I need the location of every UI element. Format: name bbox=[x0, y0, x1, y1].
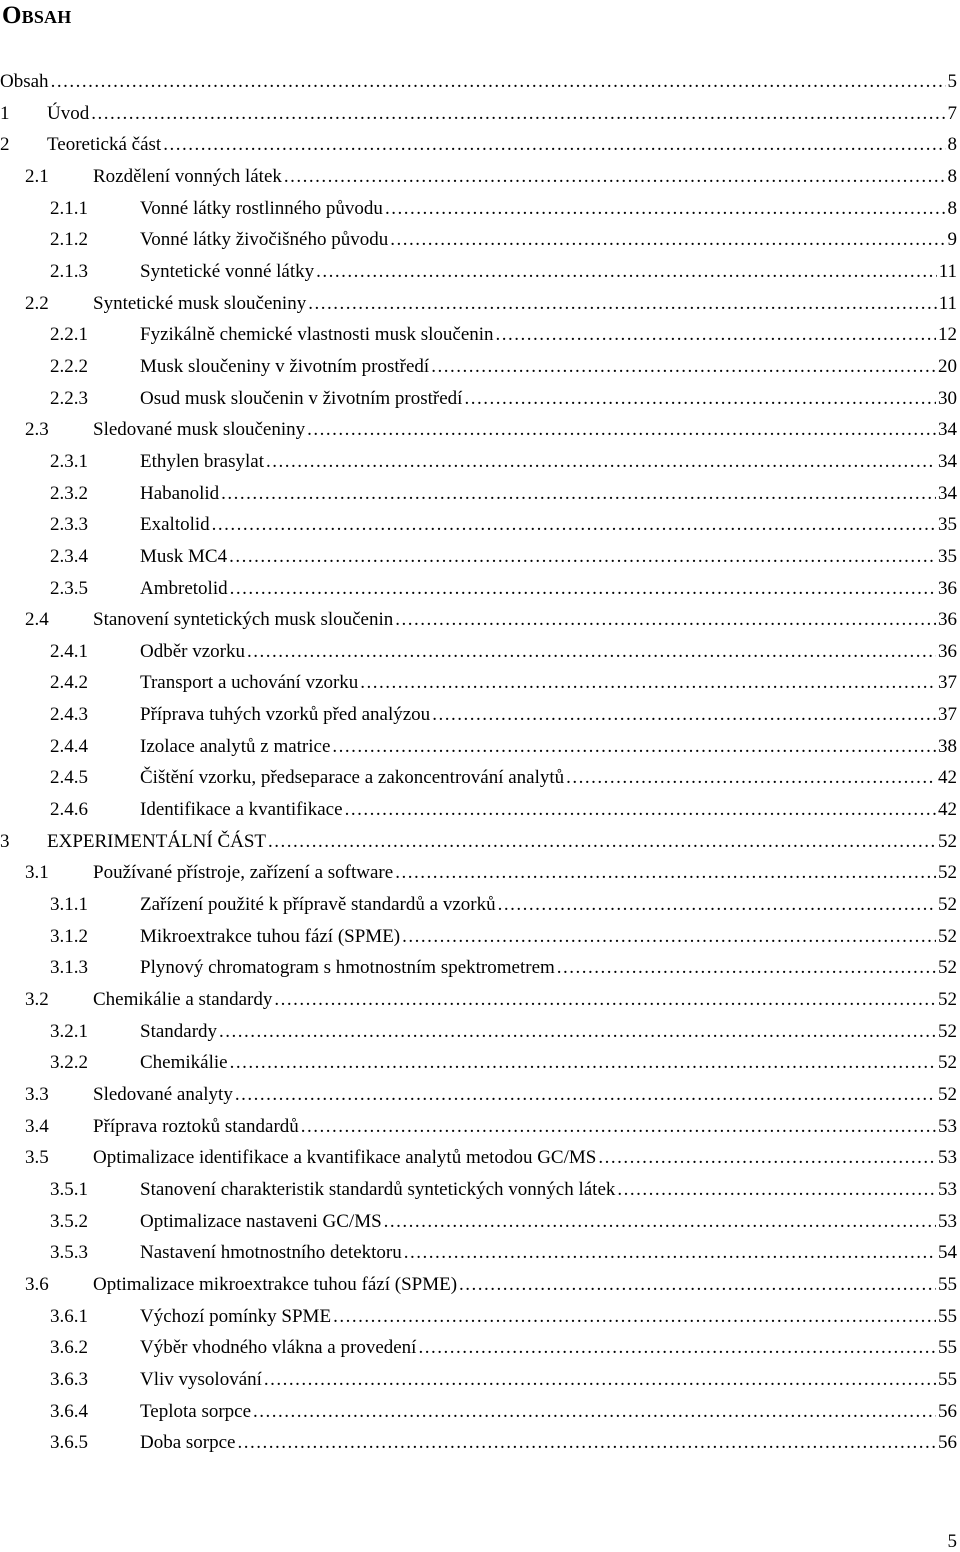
dot-leader bbox=[230, 573, 936, 605]
toc-entry-title[interactable]: Vliv vysolování bbox=[140, 1364, 262, 1396]
toc-entry-page[interactable]: 20 bbox=[938, 351, 960, 383]
dot-leader bbox=[219, 1016, 936, 1048]
toc-entry[interactable] bbox=[0, 1016, 960, 1048]
toc-entry[interactable] bbox=[0, 1269, 960, 1301]
toc-entry-title[interactable]: Používané přístroje, zařízení a software bbox=[93, 857, 393, 889]
dot-leader bbox=[384, 1206, 936, 1238]
toc-entry-title[interactable]: Obsah bbox=[0, 66, 49, 98]
toc-entry-title[interactable]: Musk sloučeniny v životním prostředí bbox=[140, 351, 429, 383]
toc-entry-page[interactable]: 8 bbox=[948, 193, 960, 225]
table-of-contents bbox=[0, 66, 960, 1459]
dot-leader bbox=[418, 1332, 936, 1364]
toc-entry[interactable] bbox=[0, 1237, 960, 1269]
toc-entry-title[interactable]: Příprava roztoků standardů bbox=[93, 1111, 299, 1143]
dot-leader bbox=[390, 224, 945, 256]
toc-entry[interactable] bbox=[0, 129, 960, 161]
toc-entry[interactable] bbox=[0, 984, 960, 1016]
toc-entry-page[interactable]: 52 bbox=[938, 1079, 960, 1111]
dot-leader bbox=[566, 762, 936, 794]
toc-entry[interactable] bbox=[0, 1206, 960, 1238]
toc-entry[interactable] bbox=[0, 383, 960, 415]
toc-entry[interactable] bbox=[0, 256, 960, 288]
toc-entry-page[interactable]: 53 bbox=[938, 1174, 960, 1206]
toc-entry[interactable] bbox=[0, 731, 960, 763]
toc-entry-page[interactable]: 56 bbox=[938, 1396, 960, 1428]
toc-entry-number: 3.2.2 bbox=[0, 1047, 140, 1079]
dot-leader bbox=[247, 636, 936, 668]
toc-entry[interactable] bbox=[0, 161, 960, 193]
toc-entry[interactable] bbox=[0, 478, 960, 510]
toc-entry-title[interactable]: Stanovení syntetických musk sloučenin bbox=[93, 604, 393, 636]
toc-entry-page[interactable]: 5 bbox=[948, 66, 960, 98]
toc-entry-page[interactable]: 34 bbox=[938, 478, 960, 510]
toc-entry-number: 3.5.2 bbox=[0, 1206, 140, 1238]
toc-entry[interactable] bbox=[0, 509, 960, 541]
dot-leader bbox=[91, 98, 945, 130]
dot-leader bbox=[345, 794, 936, 826]
toc-entry-title[interactable]: Rozdělení vonných látek bbox=[93, 161, 282, 193]
dot-leader bbox=[301, 1111, 936, 1143]
toc-entry-number: 3.5 bbox=[0, 1142, 93, 1174]
dot-leader bbox=[333, 1301, 936, 1333]
toc-entry-page[interactable]: 35 bbox=[938, 541, 960, 573]
toc-entry-page[interactable]: 42 bbox=[938, 762, 960, 794]
toc-entry-page[interactable]: 55 bbox=[938, 1364, 960, 1396]
toc-entry-number: 3.6.1 bbox=[0, 1301, 140, 1333]
toc-entry[interactable] bbox=[0, 98, 960, 130]
toc-entry-number: 3.1 bbox=[0, 857, 93, 889]
toc-entry[interactable] bbox=[0, 351, 960, 383]
toc-entry-title[interactable]: Standardy bbox=[140, 1016, 217, 1048]
toc-entry-title[interactable]: Vonné látky živočišného původu bbox=[140, 224, 388, 256]
toc-entry-title[interactable]: Syntetické musk sloučeniny bbox=[93, 288, 306, 320]
toc-entry[interactable] bbox=[0, 952, 960, 984]
toc-entry-title[interactable]: Habanolid bbox=[140, 478, 219, 510]
toc-entry-title[interactable]: Izolace analytů z matrice bbox=[140, 731, 330, 763]
toc-entry-title[interactable]: Úvod bbox=[47, 98, 89, 130]
toc-entry[interactable] bbox=[0, 193, 960, 225]
toc-entry-page[interactable]: 30 bbox=[938, 383, 960, 415]
toc-entry-number: 2.4.2 bbox=[0, 667, 140, 699]
toc-entry[interactable] bbox=[0, 889, 960, 921]
toc-entry-number: 3.6 bbox=[0, 1269, 93, 1301]
toc-entry[interactable] bbox=[0, 636, 960, 668]
toc-entry-title[interactable]: Fyzikálně chemické vlastnosti musk sloučenin bbox=[140, 319, 494, 351]
toc-entry-number: 2.3.1 bbox=[0, 446, 140, 478]
toc-entry[interactable] bbox=[0, 667, 960, 699]
toc-entry[interactable] bbox=[0, 857, 960, 889]
dot-leader bbox=[221, 478, 936, 510]
toc-entry-number: 3.5.1 bbox=[0, 1174, 140, 1206]
dot-leader bbox=[316, 256, 937, 288]
toc-entry-page[interactable]: 52 bbox=[938, 952, 960, 984]
toc-entry-number: 3.5.3 bbox=[0, 1237, 140, 1269]
dot-leader bbox=[496, 319, 936, 351]
toc-entry-title[interactable]: Plynový chromatogram s hmotnostním spektrometrem bbox=[140, 952, 555, 984]
toc-entry[interactable] bbox=[0, 1427, 960, 1459]
toc-entry[interactable] bbox=[0, 699, 960, 731]
dot-leader bbox=[212, 509, 936, 541]
toc-entry-title[interactable]: Ethylen brasylat bbox=[140, 446, 264, 478]
toc-entry-title[interactable]: Teplota sorpce bbox=[140, 1396, 251, 1428]
toc-entry-title[interactable]: Sledované analyty bbox=[93, 1079, 233, 1111]
toc-entry[interactable] bbox=[0, 66, 960, 98]
toc-entry-page[interactable]: 53 bbox=[938, 1111, 960, 1143]
toc-entry-number: 3 bbox=[0, 826, 47, 858]
dot-leader bbox=[230, 1047, 936, 1079]
dot-leader bbox=[395, 604, 936, 636]
toc-entry-page[interactable]: 52 bbox=[938, 984, 960, 1016]
toc-entry-page[interactable]: 55 bbox=[938, 1332, 960, 1364]
toc-entry-title[interactable]: Výchozí pomínky SPME bbox=[140, 1301, 331, 1333]
dot-leader bbox=[308, 288, 937, 320]
toc-entry[interactable] bbox=[0, 604, 960, 636]
toc-entry-page[interactable]: 36 bbox=[938, 573, 960, 605]
toc-entry-title[interactable]: Ambretolid bbox=[140, 573, 228, 605]
toc-entry-page[interactable]: 52 bbox=[938, 1047, 960, 1079]
toc-entry-title[interactable]: Optimalizace identifikace a kvantifikace analytů metodou GC/MS bbox=[93, 1142, 596, 1174]
toc-entry-title[interactable]: EXPERIMENTÁLNÍ ČÁST bbox=[47, 826, 266, 858]
toc-entry-number: 3.1.2 bbox=[0, 921, 140, 953]
toc-entry-page[interactable]: 34 bbox=[938, 414, 960, 446]
dot-leader bbox=[264, 1364, 936, 1396]
toc-entry-page[interactable]: 11 bbox=[939, 288, 960, 320]
toc-entry[interactable] bbox=[0, 1396, 960, 1428]
toc-entry[interactable] bbox=[0, 762, 960, 794]
dot-leader bbox=[284, 161, 946, 193]
toc-entry[interactable] bbox=[0, 826, 960, 858]
dot-leader bbox=[617, 1174, 936, 1206]
toc-entry-page[interactable]: 35 bbox=[938, 509, 960, 541]
toc-entry-page[interactable]: 52 bbox=[938, 857, 960, 889]
toc-entry-number: 3.1.3 bbox=[0, 952, 140, 984]
toc-entry-number: 2.3.3 bbox=[0, 509, 140, 541]
toc-entry-page[interactable]: 37 bbox=[938, 667, 960, 699]
toc-entry-title[interactable]: Osud musk sloučenin v životním prostředí bbox=[140, 383, 462, 415]
toc-entry-title[interactable]: Odběr vzorku bbox=[140, 636, 245, 668]
toc-entry[interactable] bbox=[0, 288, 960, 320]
dot-leader bbox=[598, 1142, 936, 1174]
toc-entry[interactable] bbox=[0, 921, 960, 953]
toc-entry-number: 3.6.4 bbox=[0, 1396, 140, 1428]
toc-entry-page[interactable]: 55 bbox=[938, 1301, 960, 1333]
toc-entry-number: 3.3 bbox=[0, 1079, 93, 1111]
toc-entry-page[interactable]: 52 bbox=[938, 889, 960, 921]
dot-leader bbox=[464, 383, 936, 415]
toc-entry-page[interactable]: 38 bbox=[938, 731, 960, 763]
dot-leader bbox=[163, 129, 945, 161]
page-title: Obsah bbox=[2, 2, 71, 30]
toc-entry-number: 2.4.4 bbox=[0, 731, 140, 763]
toc-entry-page[interactable]: 11 bbox=[939, 256, 960, 288]
dot-leader bbox=[268, 826, 936, 858]
dot-leader bbox=[432, 699, 936, 731]
toc-entry-number: 3.6.5 bbox=[0, 1427, 140, 1459]
dot-leader bbox=[253, 1396, 936, 1428]
toc-entry-page[interactable]: 8 bbox=[948, 161, 960, 193]
toc-entry-title[interactable]: Optimalizace mikroextrakce tuhou fází (SPME) bbox=[93, 1269, 457, 1301]
toc-entry-number: 2.4.6 bbox=[0, 794, 140, 826]
toc-entry-number: 2.4 bbox=[0, 604, 93, 636]
toc-entry-title[interactable]: Čištění vzorku, předseparace a zakoncentrování analytů bbox=[140, 762, 564, 794]
dot-leader bbox=[274, 984, 936, 1016]
toc-entry-title[interactable]: Stanovení charakteristik standardů syntetických vonných látek bbox=[140, 1174, 615, 1206]
toc-entry-number: 2.2 bbox=[0, 288, 93, 320]
toc-entry-number: 3.4 bbox=[0, 1111, 93, 1143]
toc-entry-number: 2.1.2 bbox=[0, 224, 140, 256]
toc-entry-title[interactable]: Optimalizace nastaveni GC/MS bbox=[140, 1206, 382, 1238]
toc-entry-page[interactable]: 52 bbox=[938, 826, 960, 858]
toc-entry[interactable] bbox=[0, 1332, 960, 1364]
toc-entry[interactable] bbox=[0, 794, 960, 826]
toc-entry-page[interactable]: 53 bbox=[938, 1142, 960, 1174]
toc-entry-number: 2.2.3 bbox=[0, 383, 140, 415]
dot-leader bbox=[307, 414, 936, 446]
toc-entry-page[interactable]: 36 bbox=[938, 604, 960, 636]
toc-entry-title[interactable]: Zařízení použité k přípravě standardů a vzorků bbox=[140, 889, 496, 921]
toc-entry-title[interactable]: Mikroextrakce tuhou fází (SPME) bbox=[140, 921, 400, 953]
toc-entry[interactable] bbox=[0, 1111, 960, 1143]
toc-entry-page[interactable]: 12 bbox=[938, 319, 960, 351]
toc-entry[interactable] bbox=[0, 1174, 960, 1206]
toc-entry[interactable] bbox=[0, 1364, 960, 1396]
toc-entry-number: 2 bbox=[0, 129, 47, 161]
toc-entry-number: 2.3.4 bbox=[0, 541, 140, 573]
dot-leader bbox=[498, 889, 936, 921]
toc-entry[interactable] bbox=[0, 1079, 960, 1111]
toc-entry-number: 2.4.3 bbox=[0, 699, 140, 731]
toc-entry[interactable] bbox=[0, 224, 960, 256]
dot-leader bbox=[402, 921, 936, 953]
toc-entry-number: 2.4.5 bbox=[0, 762, 140, 794]
toc-entry-title[interactable]: Nastavení hmotnostního detektoru bbox=[140, 1237, 402, 1269]
dot-leader bbox=[395, 857, 936, 889]
toc-entry[interactable] bbox=[0, 541, 960, 573]
dot-leader bbox=[51, 66, 946, 98]
toc-entry[interactable] bbox=[0, 1047, 960, 1079]
toc-entry-page[interactable]: 52 bbox=[938, 921, 960, 953]
toc-entry-page[interactable]: 7 bbox=[948, 98, 960, 130]
toc-entry-title[interactable]: Identifikace a kvantifikace bbox=[140, 794, 343, 826]
dot-leader bbox=[385, 193, 946, 225]
toc-entry-title[interactable]: Sledované musk sloučeniny bbox=[93, 414, 305, 446]
toc-entry[interactable] bbox=[0, 1301, 960, 1333]
toc-entry-number: 2.1 bbox=[0, 161, 93, 193]
toc-entry-title[interactable]: Transport a uchování vzorku bbox=[140, 667, 358, 699]
toc-entry-number: 3.2.1 bbox=[0, 1016, 140, 1048]
toc-entry-page[interactable]: 9 bbox=[948, 224, 960, 256]
toc-entry[interactable] bbox=[0, 446, 960, 478]
toc-entry-number: 2.3 bbox=[0, 414, 93, 446]
toc-entry-page[interactable]: 42 bbox=[938, 794, 960, 826]
toc-entry-page[interactable]: 56 bbox=[938, 1427, 960, 1459]
toc-entry-page[interactable]: 36 bbox=[938, 636, 960, 668]
dot-leader bbox=[360, 667, 936, 699]
toc-entry-number: 2.3.5 bbox=[0, 573, 140, 605]
dot-leader bbox=[229, 541, 936, 573]
page-number: 5 bbox=[948, 1532, 958, 1551]
toc-entry-title[interactable]: Chemikálie a standardy bbox=[93, 984, 272, 1016]
dot-leader bbox=[266, 446, 936, 478]
dot-leader bbox=[557, 952, 936, 984]
toc-entry-page[interactable]: 54 bbox=[938, 1237, 960, 1269]
dot-leader bbox=[332, 731, 936, 763]
toc-entry-title[interactable]: Výběr vhodného vlákna a provedení bbox=[140, 1332, 416, 1364]
toc-entry-number: 1 bbox=[0, 98, 47, 130]
toc-entry[interactable] bbox=[0, 1142, 960, 1174]
toc-entry-number: 2.3.2 bbox=[0, 478, 140, 510]
toc-entry[interactable] bbox=[0, 414, 960, 446]
toc-entry-page[interactable]: 8 bbox=[948, 129, 960, 161]
toc-entry-page[interactable]: 55 bbox=[938, 1269, 960, 1301]
toc-entry-title[interactable]: Chemikálie bbox=[140, 1047, 228, 1079]
toc-entry-page[interactable]: 53 bbox=[938, 1206, 960, 1238]
toc-entry-page[interactable]: 37 bbox=[938, 699, 960, 731]
toc-entry-title[interactable]: Příprava tuhých vzorků před analýzou bbox=[140, 699, 430, 731]
toc-entry-title[interactable]: Exaltolid bbox=[140, 509, 210, 541]
toc-entry[interactable] bbox=[0, 319, 960, 351]
toc-entry-number: 3.6.3 bbox=[0, 1364, 140, 1396]
dot-leader bbox=[459, 1269, 936, 1301]
toc-entry-title[interactable]: Syntetické vonné látky bbox=[140, 256, 314, 288]
toc-entry-title[interactable]: Doba sorpce bbox=[140, 1427, 236, 1459]
toc-entry-number: 3.1.1 bbox=[0, 889, 140, 921]
toc-entry[interactable] bbox=[0, 573, 960, 605]
dot-leader bbox=[404, 1237, 936, 1269]
toc-entry-number: 2.2.2 bbox=[0, 351, 140, 383]
toc-entry-title[interactable]: Vonné látky rostlinného původu bbox=[140, 193, 383, 225]
toc-entry-page[interactable]: 52 bbox=[938, 1016, 960, 1048]
dot-leader bbox=[238, 1427, 937, 1459]
toc-entry-number: 3.6.2 bbox=[0, 1332, 140, 1364]
toc-entry-title[interactable]: Teoretická část bbox=[47, 129, 161, 161]
toc-entry-number: 2.4.1 bbox=[0, 636, 140, 668]
toc-entry-number: 2.1.1 bbox=[0, 193, 140, 225]
toc-entry-number: 2.2.1 bbox=[0, 319, 140, 351]
toc-entry-number: 3.2 bbox=[0, 984, 93, 1016]
toc-entry-page[interactable]: 34 bbox=[938, 446, 960, 478]
toc-entry-number: 2.1.3 bbox=[0, 256, 140, 288]
dot-leader bbox=[431, 351, 936, 383]
toc-entry-title[interactable]: Musk MC4 bbox=[140, 541, 227, 573]
dot-leader bbox=[235, 1079, 936, 1111]
